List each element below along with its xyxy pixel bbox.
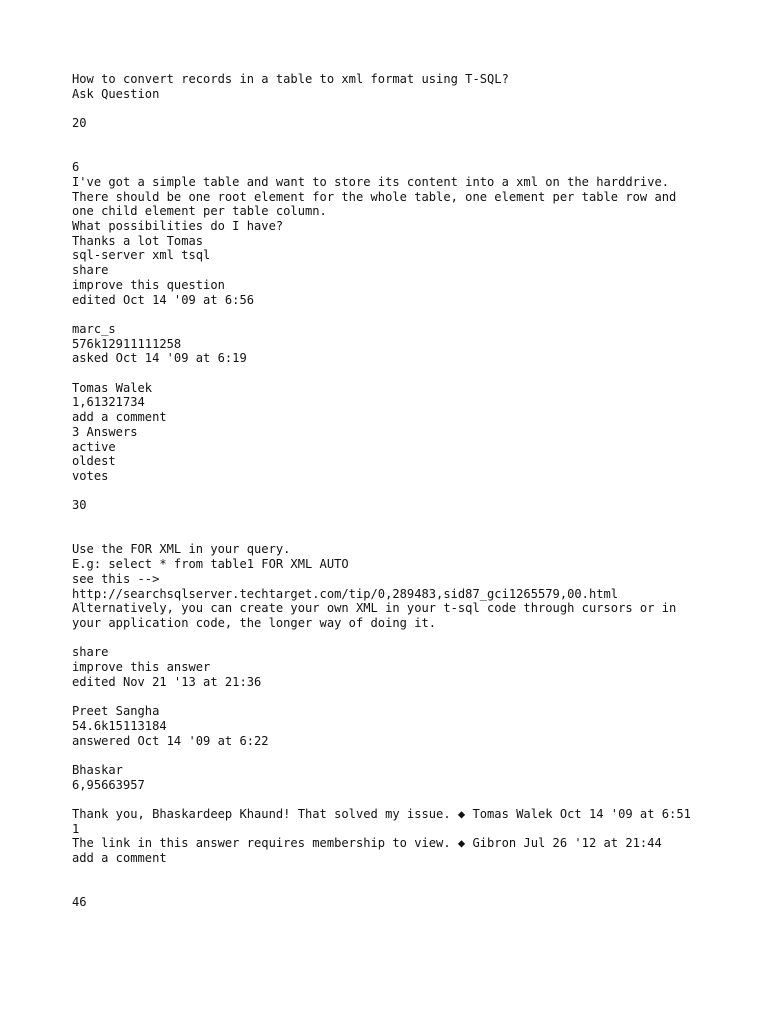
comment-text: The link in this answer requires membership to view. ◆ Gibron Jul 26 '12 at 21:44 [72,836,662,851]
question-favorite-count: 6 [72,160,80,175]
spacer [72,513,702,542]
answer-editor-reputation: 54.6k15113184 [72,718,167,733]
answer-add-comment-link[interactable]: add a comment [72,851,167,866]
comment-score: 1 [72,821,80,836]
question-body-paragraph: Thanks a lot Tomas [72,233,204,248]
question-improve-link[interactable]: improve this question [72,277,225,292]
question-asker-reputation: 1,61321734 [72,395,145,410]
spacer [72,748,702,763]
sort-tab-active[interactable]: active [72,439,116,454]
answer-reference-link[interactable]: http://searchsqlserver.techtarget.com/tip/0,289483,sid87_gci1265579,00.html [72,586,619,601]
question-tags[interactable]: sql-server xml tsql [72,248,211,263]
comment-text: Thank you, Bhaskardeep Khaund! That solved my issue. ◆ Tomas Walek Oct 14 '09 at 6:51 [72,807,691,821]
answer-edited-timestamp[interactable]: edited Nov 21 '13 at 21:36 [72,674,262,689]
spacer [72,366,702,381]
question-body-paragraph: I've got a simple table and want to store its content into a xml on the harddrive. There should be one root element for the whole table, one element per table row and one child element per table column. [72,174,684,219]
spacer [72,631,702,646]
question-edited-timestamp[interactable]: edited Oct 14 '09 at 6:56 [72,292,255,307]
spacer [72,131,702,160]
answer-body-paragraph: Use the FOR XML in your query. [72,542,291,557]
ask-question-button[interactable]: Ask Question [72,86,160,101]
question-editor-name[interactable]: marc_s [72,321,116,336]
spacer [72,101,702,116]
spacer [72,792,702,807]
answer-editor-name[interactable]: Preet Sangha [72,704,160,719]
spacer [72,307,702,322]
question-share-link[interactable]: share [72,263,109,278]
answer-body-paragraph: see this --> [72,571,160,586]
answer-body-paragraph: E.g: select * from table1 FOR XML AUTO [72,557,349,572]
spacer [72,484,702,499]
answer-body-paragraph: Alternatively, you can create your own XML in your t-sql code through cursors or in your application code, the longer way of doing it. [72,601,684,630]
question-asked-timestamp: asked Oct 14 '09 at 6:19 [72,351,247,366]
page-content [72,72,702,910]
question-title[interactable]: How to convert records in a table to xml format using T-SQL? [72,72,509,86]
answer-author-reputation: 6,95663957 [72,777,145,792]
answer-vote-count: 46 [72,895,87,910]
spacer [72,689,702,704]
answer-answered-timestamp: answered Oct 14 '09 at 6:22 [72,733,269,748]
sort-tab-oldest[interactable]: oldest [72,454,116,469]
question-vote-count: 20 [72,116,87,131]
question-add-comment-link[interactable]: add a comment [72,410,167,425]
answers-count: 3 Answers [72,424,138,439]
answer-author-name[interactable]: Bhaskar [72,762,123,777]
answer-vote-count: 30 [72,498,87,513]
question-body-paragraph: What possibilities do I have? [72,219,284,233]
answer-share-link[interactable]: share [72,645,109,660]
spacer [72,866,702,895]
answer-improve-link[interactable]: improve this answer [72,660,211,675]
question-asker-name[interactable]: Tomas Walek [72,380,153,395]
question-editor-reputation: 576k12911111258 [72,336,182,351]
sort-tab-votes[interactable]: votes [72,468,109,483]
